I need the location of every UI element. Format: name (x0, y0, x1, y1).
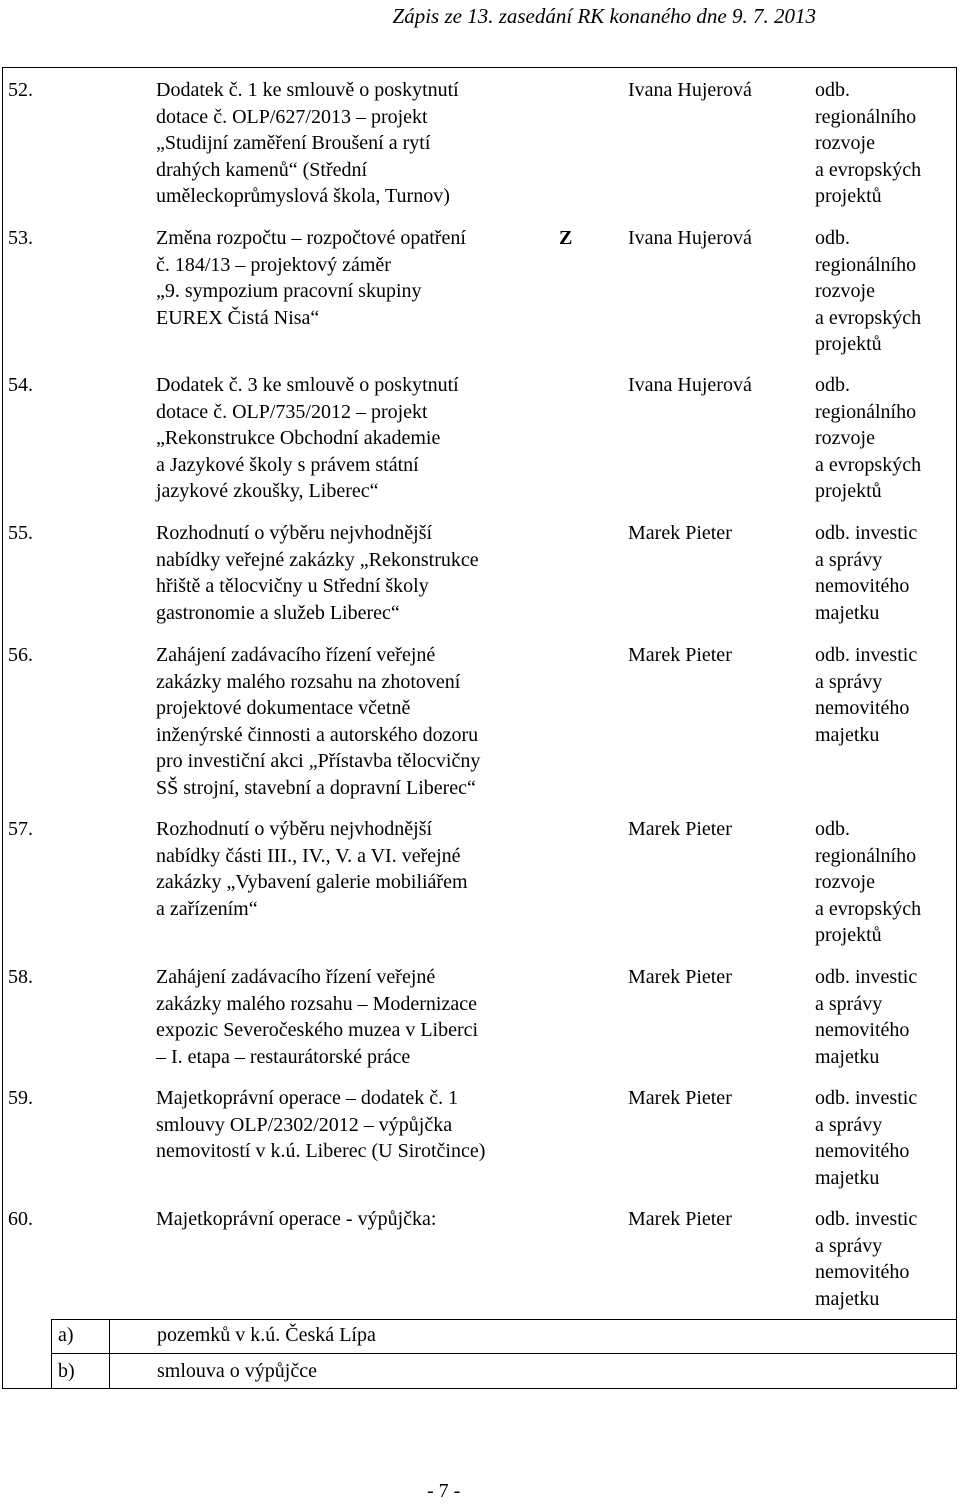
subitem-text: smlouva o výpůjčce (157, 1360, 317, 1382)
department-line: majetku (815, 601, 880, 624)
item-description (156, 225, 551, 331)
description-line: pro investiční akci „Přístavba tělocvičny (156, 750, 481, 773)
page-number: - 7 - (427, 1480, 461, 1502)
subitem-letter: b) (58, 1360, 75, 1382)
department-line: majetku (815, 1287, 880, 1310)
description-line: expozic Severočeského muzea v Liberci (156, 1019, 479, 1042)
description-line: Dodatek č. 1 ke smlouvě o poskytnutí (156, 79, 459, 101)
item-number: 57. (8, 818, 33, 840)
department-line: regionálního (815, 844, 917, 867)
description-line: Majetkoprávní operace - výpůjčka: (156, 1208, 437, 1230)
department-line: rozvoje (815, 427, 875, 450)
description-line: SŠ strojní, stavební a dopravní Liberec“ (156, 776, 476, 799)
item-department (815, 77, 955, 210)
item-department (815, 1206, 955, 1312)
description-line: Majetkoprávní operace – dodatek č. 1 (156, 1087, 459, 1109)
description-line: č. 184/13 – projektový záměr (156, 253, 391, 276)
item-presenter: Ivana Hujerová (628, 79, 752, 101)
department-line: nemovitého (815, 1261, 910, 1284)
department-line: a evropských (815, 897, 922, 920)
department-line: majetku (815, 1045, 880, 1068)
description-line: hřiště a tělocvičny u Střední školy (156, 575, 429, 598)
department-line: majetku (815, 723, 880, 746)
item-presenter: Marek Pieter (628, 1208, 732, 1230)
department-line: odb. investic (815, 1087, 918, 1109)
description-line: drahých kamenů“ (Střední (156, 158, 368, 181)
item-presenter: Marek Pieter (628, 1087, 732, 1109)
description-line: – I. etapa – restaurátorské práce (156, 1045, 411, 1068)
item-number: 58. (8, 966, 33, 988)
description-line: uměleckoprůmyslová škola, Turnov) (156, 185, 450, 208)
department-line: a správy (815, 548, 883, 571)
department-line: odb. investic (815, 644, 918, 666)
department-line: projektů (815, 185, 882, 208)
item-department (815, 225, 955, 358)
description-line: Zahájení zadávacího řízení veřejné (156, 966, 436, 988)
item-presenter: Ivana Hujerová (628, 227, 752, 249)
department-line: nemovitého (815, 575, 910, 598)
department-line: rozvoje (815, 280, 875, 303)
department-line: majetku (815, 1166, 880, 1189)
item-description (156, 964, 551, 1070)
description-line: a zařízením“ (156, 897, 258, 920)
item-number: 59. (8, 1087, 33, 1109)
subitem-text: pozemků v k.ú. Česká Lípa (157, 1324, 376, 1346)
department-line: a evropských (815, 306, 922, 329)
department-line: odb. (815, 227, 850, 249)
department-line: projektů (815, 924, 882, 947)
description-line: gastronomie a služeb Liberec“ (156, 601, 400, 624)
item-department (815, 816, 955, 949)
subitems-divider (51, 1353, 957, 1354)
item-presenter: Ivana Hujerová (628, 374, 752, 396)
department-line: a správy (815, 992, 883, 1015)
description-line: Rozhodnutí o výběru nejvhodnější (156, 522, 433, 544)
department-line: rozvoje (815, 132, 875, 155)
department-line: odb. (815, 374, 850, 396)
item-description (156, 77, 551, 210)
item-description (156, 816, 551, 922)
description-line: jazykové zkoušky, Liberec“ (156, 480, 379, 503)
description-line: zakázky „Vybavení galerie mobiliářem (156, 871, 468, 894)
description-line: Zahájení zadávacího řízení veřejné (156, 644, 436, 666)
subitem-letter: a) (58, 1324, 74, 1346)
department-line: a správy (815, 1234, 883, 1257)
item-presenter: Marek Pieter (628, 818, 732, 840)
item-number: 54. (8, 374, 33, 396)
item-number: 52. (8, 79, 33, 101)
department-line: projektů (815, 480, 882, 503)
item-department (815, 964, 955, 1070)
description-line: smlouvy OLP/2302/2012 – výpůjčka (156, 1113, 453, 1136)
description-line: dotace č. OLP/735/2012 – projekt (156, 400, 428, 423)
department-line: odb. (815, 79, 850, 101)
description-line: zakázky malého rozsahu – Modernizace (156, 992, 477, 1015)
department-line: a správy (815, 1113, 883, 1136)
department-line: regionálního (815, 253, 917, 276)
subitems-column-divider (109, 1319, 110, 1389)
description-line: dotace č. OLP/627/2013 – projekt (156, 105, 428, 128)
description-line: „9. sympozium pracovní skupiny (156, 280, 422, 303)
department-line: odb. investic (815, 522, 918, 544)
item-department (815, 642, 955, 748)
department-line: nemovitého (815, 1140, 910, 1163)
item-department (815, 372, 955, 505)
item-presenter: Marek Pieter (628, 966, 732, 988)
department-line: rozvoje (815, 871, 875, 894)
department-line: regionálního (815, 400, 917, 423)
description-line: Změna rozpočtu – rozpočtové opatření (156, 227, 466, 249)
item-number: 60. (8, 1208, 33, 1230)
description-line: „Rekonstrukce Obchodní akademie (156, 427, 441, 450)
description-line: Rozhodnutí o výběru nejvhodnější (156, 818, 433, 840)
department-line: odb. investic (815, 966, 918, 988)
item-number: 55. (8, 522, 33, 544)
department-line: nemovitého (815, 697, 910, 720)
description-line: zakázky malého rozsahu na zhotovení (156, 670, 461, 693)
description-line: nabídky části III., IV., V. a VI. veřejné (156, 844, 461, 867)
department-line: a správy (815, 670, 883, 693)
description-line: Dodatek č. 3 ke smlouvě o poskytnutí (156, 374, 459, 396)
item-flag: Z (559, 227, 573, 249)
item-description (156, 1085, 551, 1165)
department-line: a evropských (815, 453, 922, 476)
item-description (156, 642, 551, 802)
item-description (156, 372, 551, 505)
description-line: projektové dokumentace včetně (156, 697, 411, 720)
department-line: projektů (815, 333, 882, 356)
department-line: a evropských (815, 158, 922, 181)
department-line: odb. (815, 818, 850, 840)
description-line: a Jazykové školy s právem státní (156, 453, 419, 476)
item-number: 53. (8, 227, 33, 249)
department-line: regionálního (815, 105, 917, 128)
item-presenter: Marek Pieter (628, 644, 732, 666)
item-presenter: Marek Pieter (628, 522, 732, 544)
page-header: Zápis ze 13. zasedání RK konaného dne 9. 7. 2013 (392, 4, 816, 28)
description-line: EUREX Čistá Nisa“ (156, 306, 320, 329)
item-department (815, 520, 955, 626)
description-line: inženýrské činnosti a autorského dozoru (156, 723, 479, 746)
department-line: odb. investic (815, 1208, 918, 1230)
description-line: nabídky veřejné zakázky „Rekonstrukce (156, 548, 479, 571)
item-number: 56. (8, 644, 33, 666)
department-line: nemovitého (815, 1019, 910, 1042)
item-description (156, 1206, 551, 1233)
description-line: „Studijní zaměření Broušení a rytí (156, 132, 431, 155)
item-department (815, 1085, 955, 1191)
item-description (156, 520, 551, 626)
description-line: nemovitostí v k.ú. Liberec (U Sirotčince) (156, 1140, 486, 1163)
